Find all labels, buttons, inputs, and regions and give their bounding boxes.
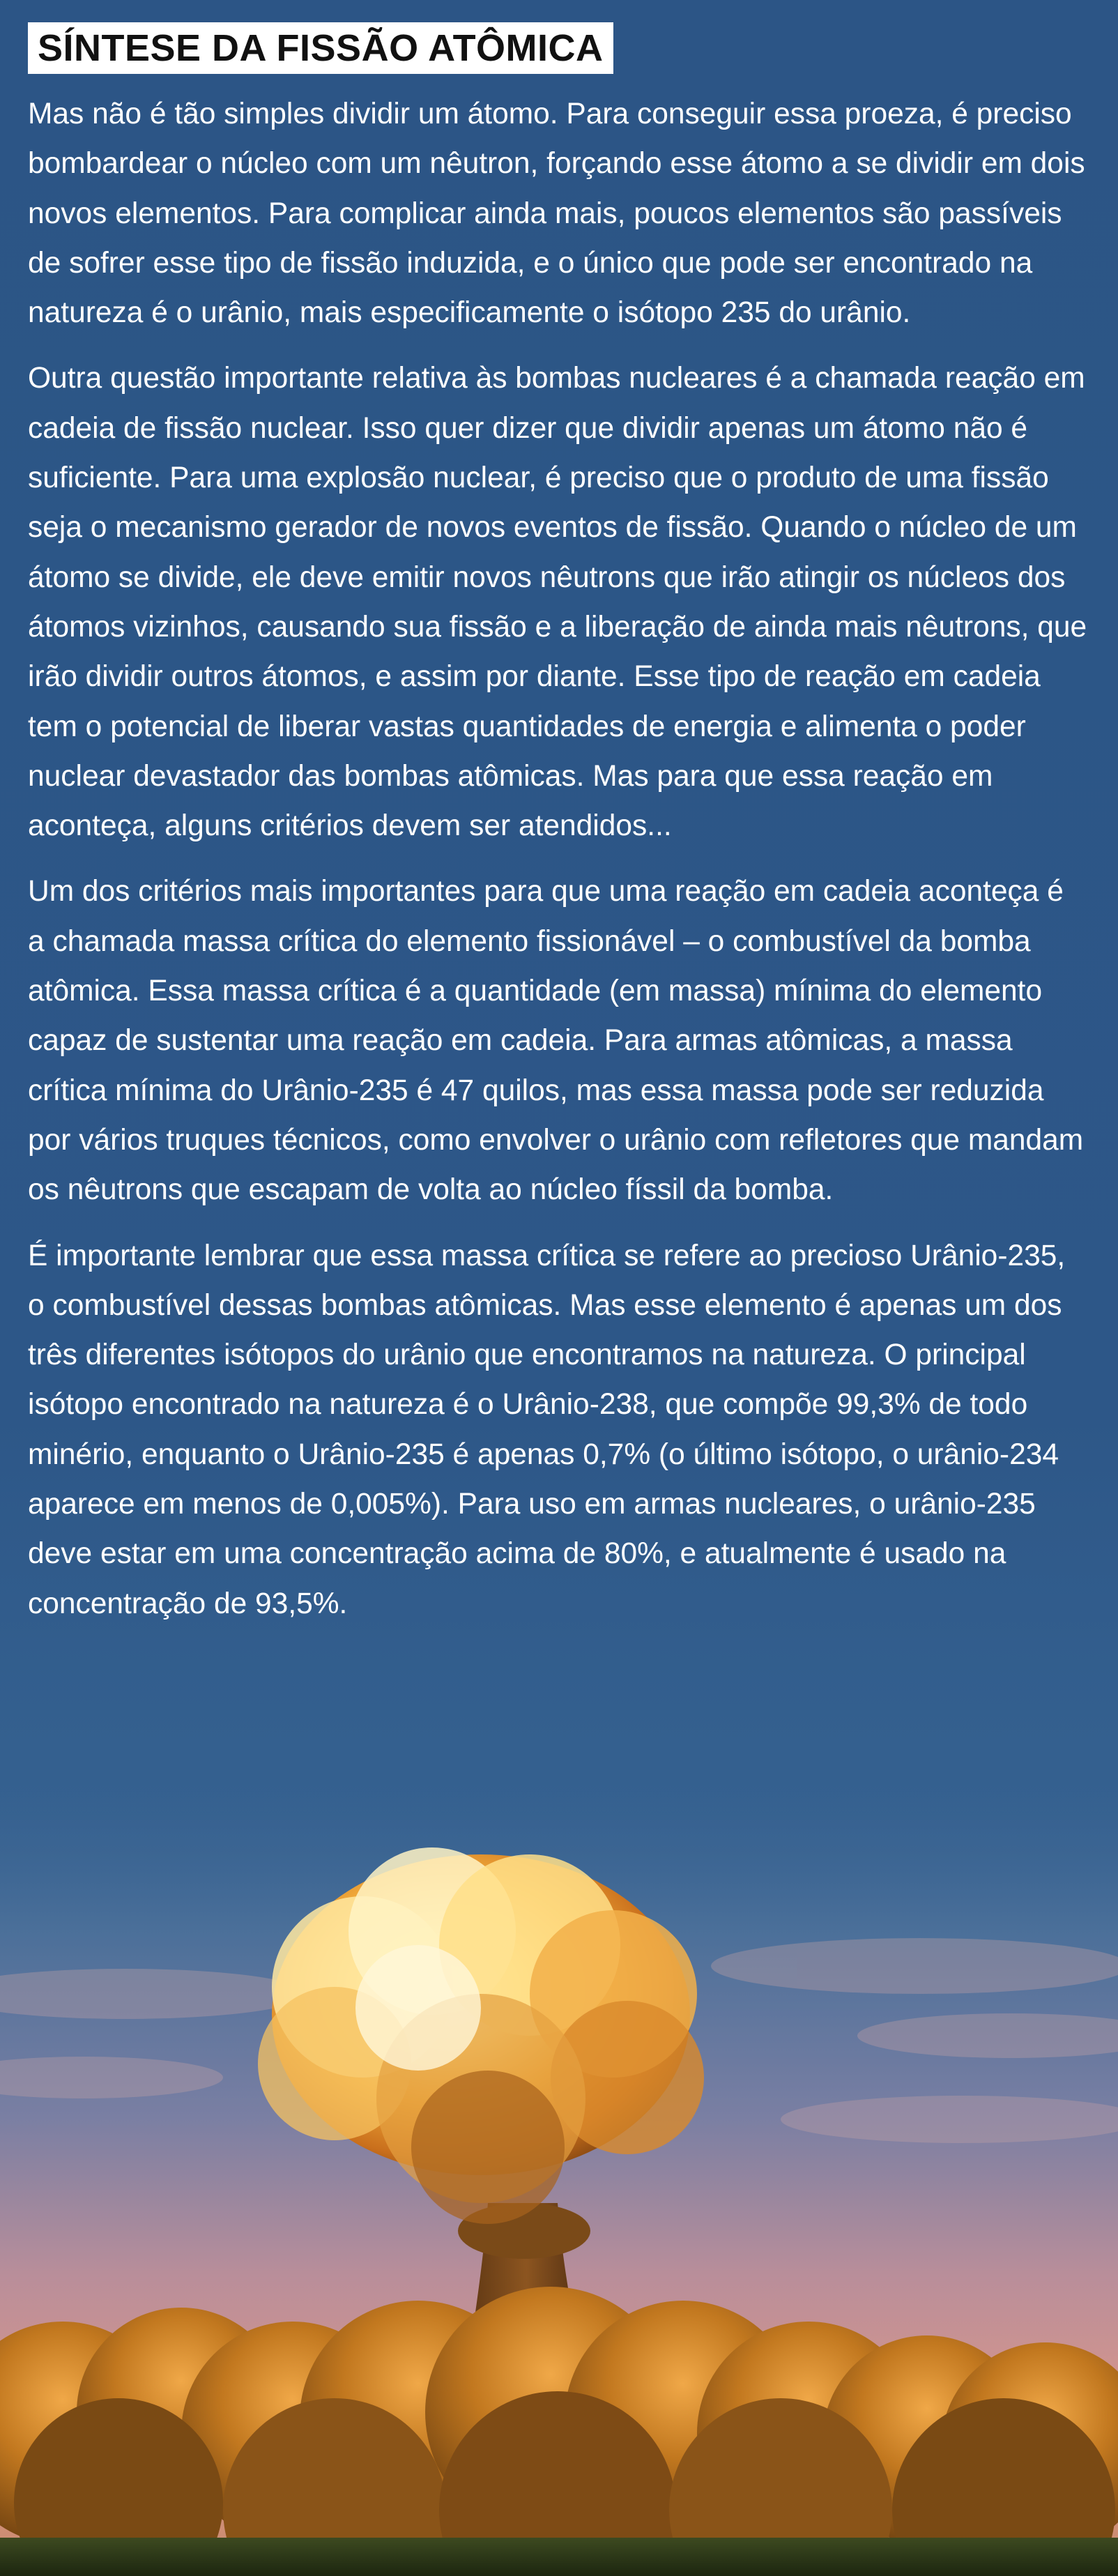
article-body [28, 89, 1087, 1645]
mushroom-cloud-icon [0, 1785, 1118, 2576]
paragraph-3: Um dos critérios mais importantes para que uma reação em cadeia aconteça é a chamada massa crítica do elemento fissionável – o combustível da bomba atômica. Essa massa crítica é a quantidade (em massa) mínima do elemento capaz de sustentar uma reação em cadeia. Para armas atômicas, a massa crítica mínima do Urânio-235 é 47 quilos, mas essa massa pode ser reduzida por vários truques técnicos, como envolver o urânio com refletores que mandam os nêutrons que escapam de volta ao núcleo físsil da bomba. [28, 875, 1084, 1207]
paragraph-1: Mas não é tão simples dividir um átomo. Para conseguir essa proeza, é preciso bombardear o núcleo com um nêutron, forçando esse átomo a se dividir em dois novos elementos. Para complicar ainda mais, poucos elementos são passíveis de sofrer esse tipo de fissão induzida, e o único que pode ser encontrado na natureza é o urânio, mais especificamente o isótopo 235 do urânio. [28, 98, 1085, 330]
title-banner [28, 22, 613, 74]
page-title: SÍNTESE DA FISSÃO ATÔMICA [38, 27, 604, 69]
paragraph-4: É importante lembrar que essa massa crítica se refere ao precioso Urânio-235, o combustível dessas bombas atômicas. Mas esse elemento é apenas um dos três diferentes isótopos do urânio que encontramos na natureza. O principal isótopo encontrado na natureza é o Urânio-238, que compõe 99,3% de todo minério, enquanto o Urânio-235 é apenas 0,7% (o último isótopo, o urânio-234 aparece em menos de 0,005%). Para uso em armas nucleares, o urânio-235 deve estar em uma concentração acima de 80%, e atualmente é usado na concentração de 93,5%. [28, 1239, 1066, 1620]
paragraph-2: Outra questão importante relativa às bombas nucleares é a chamada reação em cadeia de fissão nuclear. Isso quer dizer que dividir apenas um átomo não é suficiente. Para uma explosão nuclear, é preciso que o produto de uma fissão seja o mecanismo gerador de novos eventos de fissão. Quando o núcleo de um átomo se divide, ele deve emitir novos nêutrons que irão atingir os núcleos dos átomos vizinhos, causando sua fissão e a liberação de ainda mais nêutrons, que irão dividir outros átomos, e assim por diante. Esse tipo de reação em cadeia tem o potencial de liberar vastas quantidades de energia e alimenta o poder nuclear devastador das bombas atômicas. Mas para que essa reação em aconteça, alguns critérios devem ser atendidos... [28, 362, 1087, 843]
